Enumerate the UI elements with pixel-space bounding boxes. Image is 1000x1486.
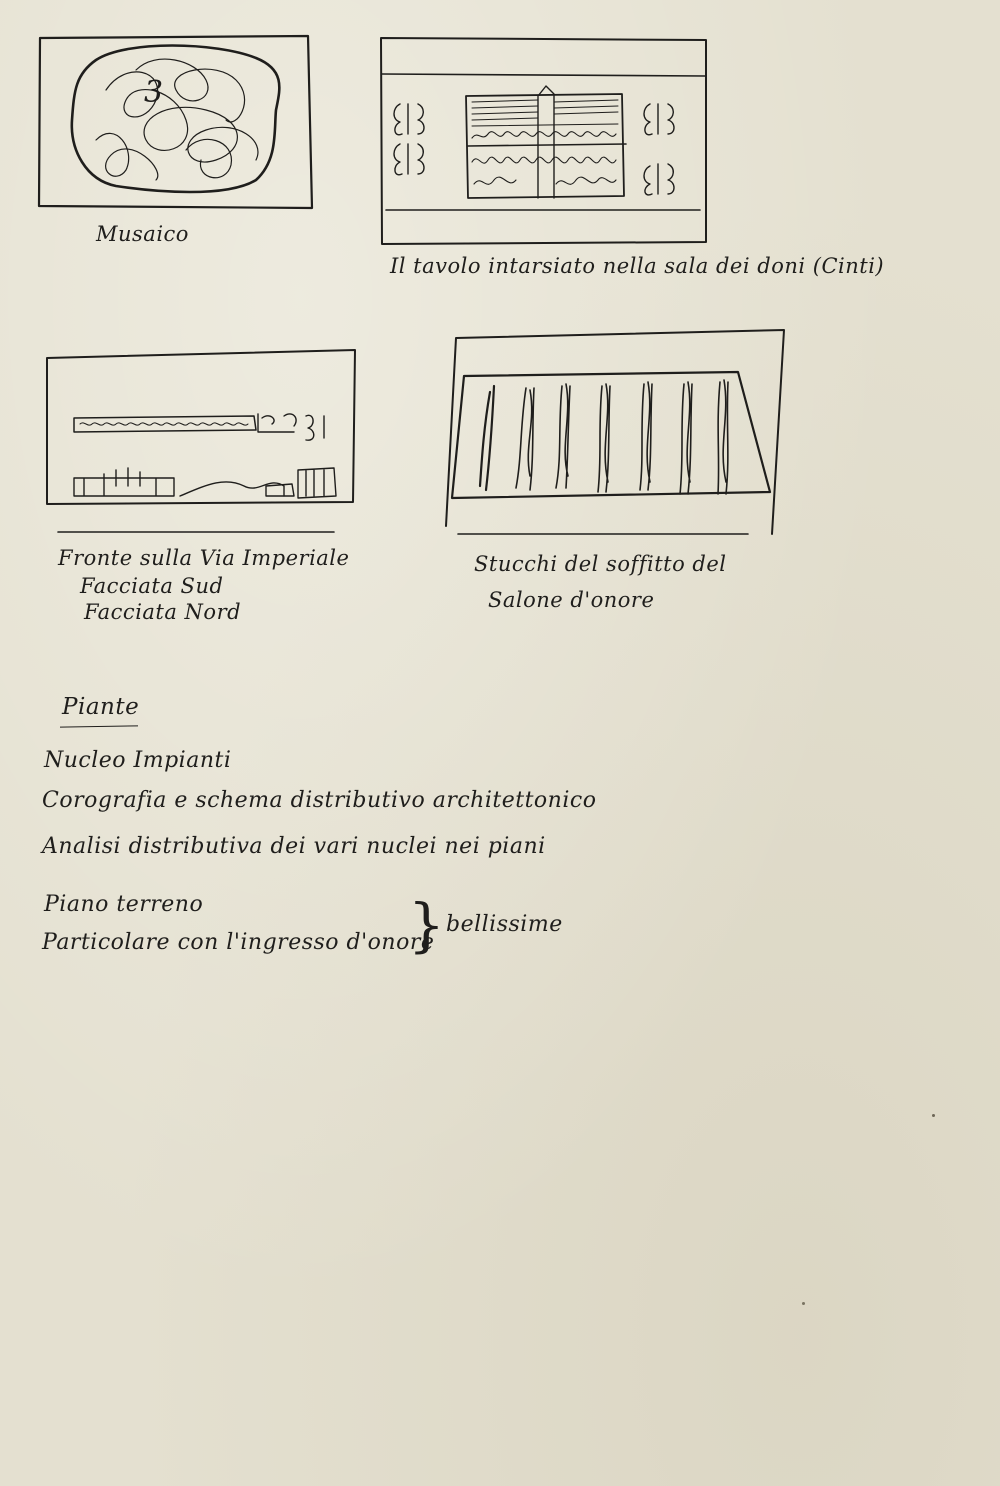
facade-caption-line2: Facciata Sud: [80, 574, 224, 598]
plans-heading-underline: [60, 725, 138, 727]
grouping-brace: }: [408, 891, 445, 959]
inlaid-table-caption: Il tavolo intarsiato nella sala dei doni (Cinti): [390, 254, 885, 278]
svg-text:3: 3: [144, 75, 164, 110]
plans-heading: Piante: [62, 694, 140, 720]
plans-item-2: Corografia e schema distributivo architettonico: [42, 788, 597, 813]
plans-item-3: Analisi distributiva dei vari nuclei nei piani: [42, 834, 546, 859]
paper-speck: [802, 1302, 805, 1305]
facade-sketch: [44, 346, 359, 536]
inlaid-table-sketch: [378, 34, 713, 249]
ceiling-stucco-sketch: [444, 326, 804, 541]
paper-speck: [932, 1114, 935, 1117]
mosaic-caption: Musaico: [96, 222, 189, 246]
facade-caption-line3: Facciata Nord: [84, 600, 242, 624]
plans-item-1: Nucleo Impianti: [44, 748, 232, 773]
plans-item-5: Particolare con l'ingresso d'onore: [42, 930, 435, 955]
ceiling-caption-line1: Stucchi del soffitto del: [474, 552, 727, 576]
facade-caption-line1: Fronte sulla Via Imperiale: [58, 546, 350, 570]
mosaic-sketch: [36, 30, 321, 215]
brace-note: bellissime: [446, 912, 563, 937]
ceiling-caption-line2: Salone d'onore: [488, 588, 655, 612]
plans-item-4: Piano terreno: [44, 892, 204, 917]
